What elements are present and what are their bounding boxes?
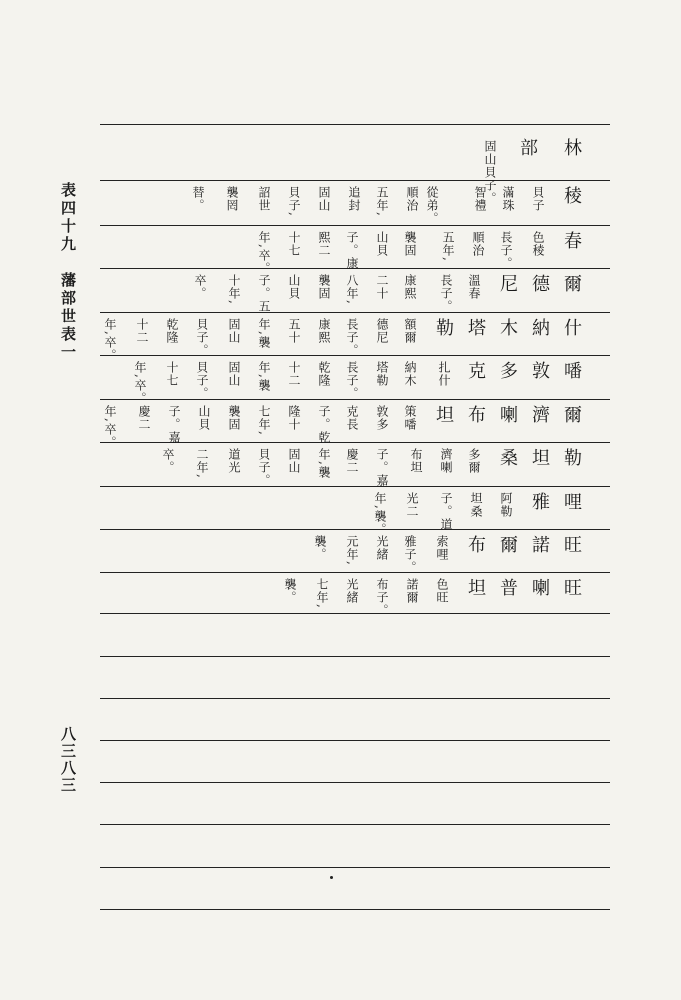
- row-cell: 滿珠: [501, 186, 515, 212]
- row-cell: 子。五: [257, 274, 271, 313]
- rule-14: [100, 740, 610, 741]
- row-cell: 康熙: [403, 274, 417, 300]
- row-cell: 五十: [287, 318, 301, 344]
- row-cell: 十七: [165, 361, 179, 387]
- rule-top: [100, 124, 610, 125]
- row-cell: 敦多: [375, 405, 389, 431]
- rule-2: [100, 225, 610, 226]
- row-cell: 阿勒: [499, 492, 513, 518]
- row-cell: 桑: [497, 448, 518, 470]
- row-cell: 固山: [227, 318, 241, 344]
- row-cell: 塔勒: [375, 361, 389, 387]
- header-col2: 部: [517, 138, 538, 162]
- row-cell: 康熙: [317, 318, 331, 344]
- row-cell: 五年,: [375, 186, 389, 217]
- row-cell: 長子。: [345, 318, 359, 357]
- row-cell: 年,襲: [257, 361, 271, 392]
- row-cell: 坦: [465, 578, 486, 600]
- row-cell: 十二: [287, 361, 301, 387]
- row-cell: 二年,: [195, 448, 209, 479]
- row-cell: 旺: [561, 535, 582, 557]
- row-cell: 十二: [135, 318, 149, 344]
- rule-12: [100, 656, 610, 657]
- row-cell: 道光: [227, 448, 241, 474]
- row-cell: 爾: [497, 535, 518, 557]
- row-cell: 固山: [227, 361, 241, 387]
- row-cell: 長子。: [345, 361, 359, 400]
- row-cell: 布: [465, 405, 486, 427]
- rule-18: [100, 909, 610, 910]
- row-cell: 年,襲: [317, 448, 331, 479]
- row-cell: 年,卒。: [103, 318, 117, 362]
- row-cell: 襲。: [313, 535, 327, 561]
- row-cell: 卒。: [193, 274, 207, 300]
- row-cell: 固山: [317, 186, 331, 212]
- row-cell: 濟: [529, 405, 550, 427]
- row-cell: 隆十: [287, 405, 301, 431]
- row-cell: 慶二: [137, 405, 151, 431]
- row-cell: 爾: [561, 274, 582, 296]
- row-cell: 稜: [561, 186, 582, 208]
- row-cell: 子。嘉: [167, 405, 181, 444]
- row-cell: 山貝: [375, 231, 389, 257]
- row-cell: 德尼: [375, 318, 389, 344]
- row-cell: 克: [465, 361, 486, 383]
- row-cell: 五年,: [441, 231, 455, 262]
- row-cell: 雅子。: [403, 535, 417, 574]
- row-cell: 坦桑: [469, 492, 483, 518]
- page-dot: [330, 876, 333, 879]
- row-cell: 光緒: [345, 578, 359, 604]
- row-cell: 襲罔: [225, 186, 239, 212]
- row-cell: 諾爾: [405, 578, 419, 604]
- row-cell: 智禮: [473, 186, 487, 212]
- row-cell: 索哩: [435, 535, 449, 561]
- row-cell: 詔世: [257, 186, 271, 212]
- row-cell: 普: [497, 578, 518, 600]
- rule-10: [100, 572, 610, 573]
- row-cell: 策噃: [403, 405, 417, 431]
- rule-8: [100, 486, 610, 487]
- rule-13: [100, 698, 610, 699]
- row-cell: 山貝: [197, 405, 211, 431]
- row-cell: 什: [561, 318, 582, 340]
- row-cell: 喇: [497, 405, 518, 427]
- row-cell: 襲固: [227, 405, 241, 431]
- row-cell: 喇: [529, 578, 550, 600]
- row-cell: 多爾: [467, 448, 481, 474]
- row-cell: 布子。: [375, 578, 389, 617]
- row-cell: 勒: [561, 448, 582, 470]
- rule-15: [100, 782, 610, 783]
- row-cell: 襲固: [317, 274, 331, 300]
- row-cell: 熙二: [317, 231, 331, 257]
- row-cell: 年,卒。: [257, 231, 271, 275]
- row-cell: 慶二: [345, 448, 359, 474]
- row-cell: 元年,: [345, 535, 359, 566]
- table-title: 表四十九 藩部世表一: [59, 182, 77, 362]
- row-cell: 從弟。: [425, 186, 439, 225]
- row-cell: 貝子,: [287, 186, 301, 217]
- row-cell: 貝子: [531, 186, 545, 212]
- row-cell: 克長: [345, 405, 359, 431]
- row-cell: 木: [497, 318, 518, 340]
- row-cell: 乾隆: [317, 361, 331, 387]
- row-cell: 年,襲: [257, 318, 271, 349]
- row-cell: 色旺: [435, 578, 449, 604]
- row-cell: 子。康: [345, 231, 359, 270]
- row-cell: 長子。: [499, 231, 513, 270]
- row-cell: 七年,: [315, 578, 329, 609]
- row-cell: 順治: [405, 186, 419, 212]
- row-cell: 山貝: [287, 274, 301, 300]
- rule-4: [100, 312, 610, 313]
- rule-9: [100, 529, 610, 530]
- row-cell: 固山: [287, 448, 301, 474]
- header-col3: 固山貝子。: [483, 140, 497, 205]
- row-cell: 勒: [433, 318, 454, 340]
- row-cell: 溫春: [467, 274, 481, 300]
- row-cell: 德: [529, 274, 550, 296]
- row-cell: 雅: [529, 492, 550, 514]
- row-cell: 坦: [433, 405, 454, 427]
- row-cell: 順治: [471, 231, 485, 257]
- row-cell: 旺: [561, 578, 582, 600]
- row-cell: 春: [561, 231, 582, 253]
- row-cell: 扎什: [437, 361, 451, 387]
- row-cell: 十七: [287, 231, 301, 257]
- row-cell: 年,襲。: [373, 492, 387, 536]
- row-cell: 貝子。: [257, 448, 271, 487]
- row-cell: 乾隆: [165, 318, 179, 344]
- row-cell: 哩: [561, 492, 582, 514]
- row-cell: 年,卒。: [133, 361, 147, 405]
- rule-17: [100, 867, 610, 868]
- row-cell: 布坦: [409, 448, 423, 474]
- row-cell: 子。道: [439, 492, 453, 531]
- row-cell: 卒。: [161, 448, 175, 474]
- rule-11: [100, 613, 610, 614]
- row-cell: 噃: [561, 361, 582, 383]
- row-cell: 爾: [561, 405, 582, 427]
- row-cell: 濟喇: [439, 448, 453, 474]
- row-cell: 貝子。: [195, 361, 209, 400]
- rule-16: [100, 824, 610, 825]
- header-col1: 林: [561, 138, 582, 162]
- row-cell: 貝子。: [195, 318, 209, 357]
- row-cell: 納: [529, 318, 550, 340]
- row-cell: 諾: [529, 535, 550, 557]
- row-cell: 額爾: [403, 318, 417, 344]
- row-cell: 追封: [347, 186, 361, 212]
- row-cell: 子。乾: [317, 405, 331, 444]
- row-cell: 坦: [529, 448, 550, 470]
- row-cell: 替。: [191, 186, 205, 212]
- row-cell: 敦: [529, 361, 550, 383]
- rule-1: [100, 180, 610, 181]
- row-cell: 光二: [405, 492, 419, 518]
- row-cell: 十年,: [227, 274, 241, 305]
- row-cell: 年,卒。: [103, 405, 117, 449]
- row-cell: 布: [465, 535, 486, 557]
- row-cell: 襲固: [403, 231, 417, 257]
- row-cell: 七年,: [257, 405, 271, 436]
- row-cell: 襲。: [283, 578, 297, 604]
- row-cell: 尼: [497, 274, 518, 296]
- row-cell: 長子。: [439, 274, 453, 313]
- row-cell: 色稜: [531, 231, 545, 257]
- row-cell: 八年,: [345, 274, 359, 305]
- page-number: 八三八三: [59, 726, 77, 794]
- row-cell: 多: [497, 361, 518, 383]
- row-cell: 二十: [375, 274, 389, 300]
- row-cell: 光緒: [375, 535, 389, 561]
- row-cell: 塔: [465, 318, 486, 340]
- row-cell: 子。嘉: [375, 448, 389, 487]
- row-cell: 納木: [403, 361, 417, 387]
